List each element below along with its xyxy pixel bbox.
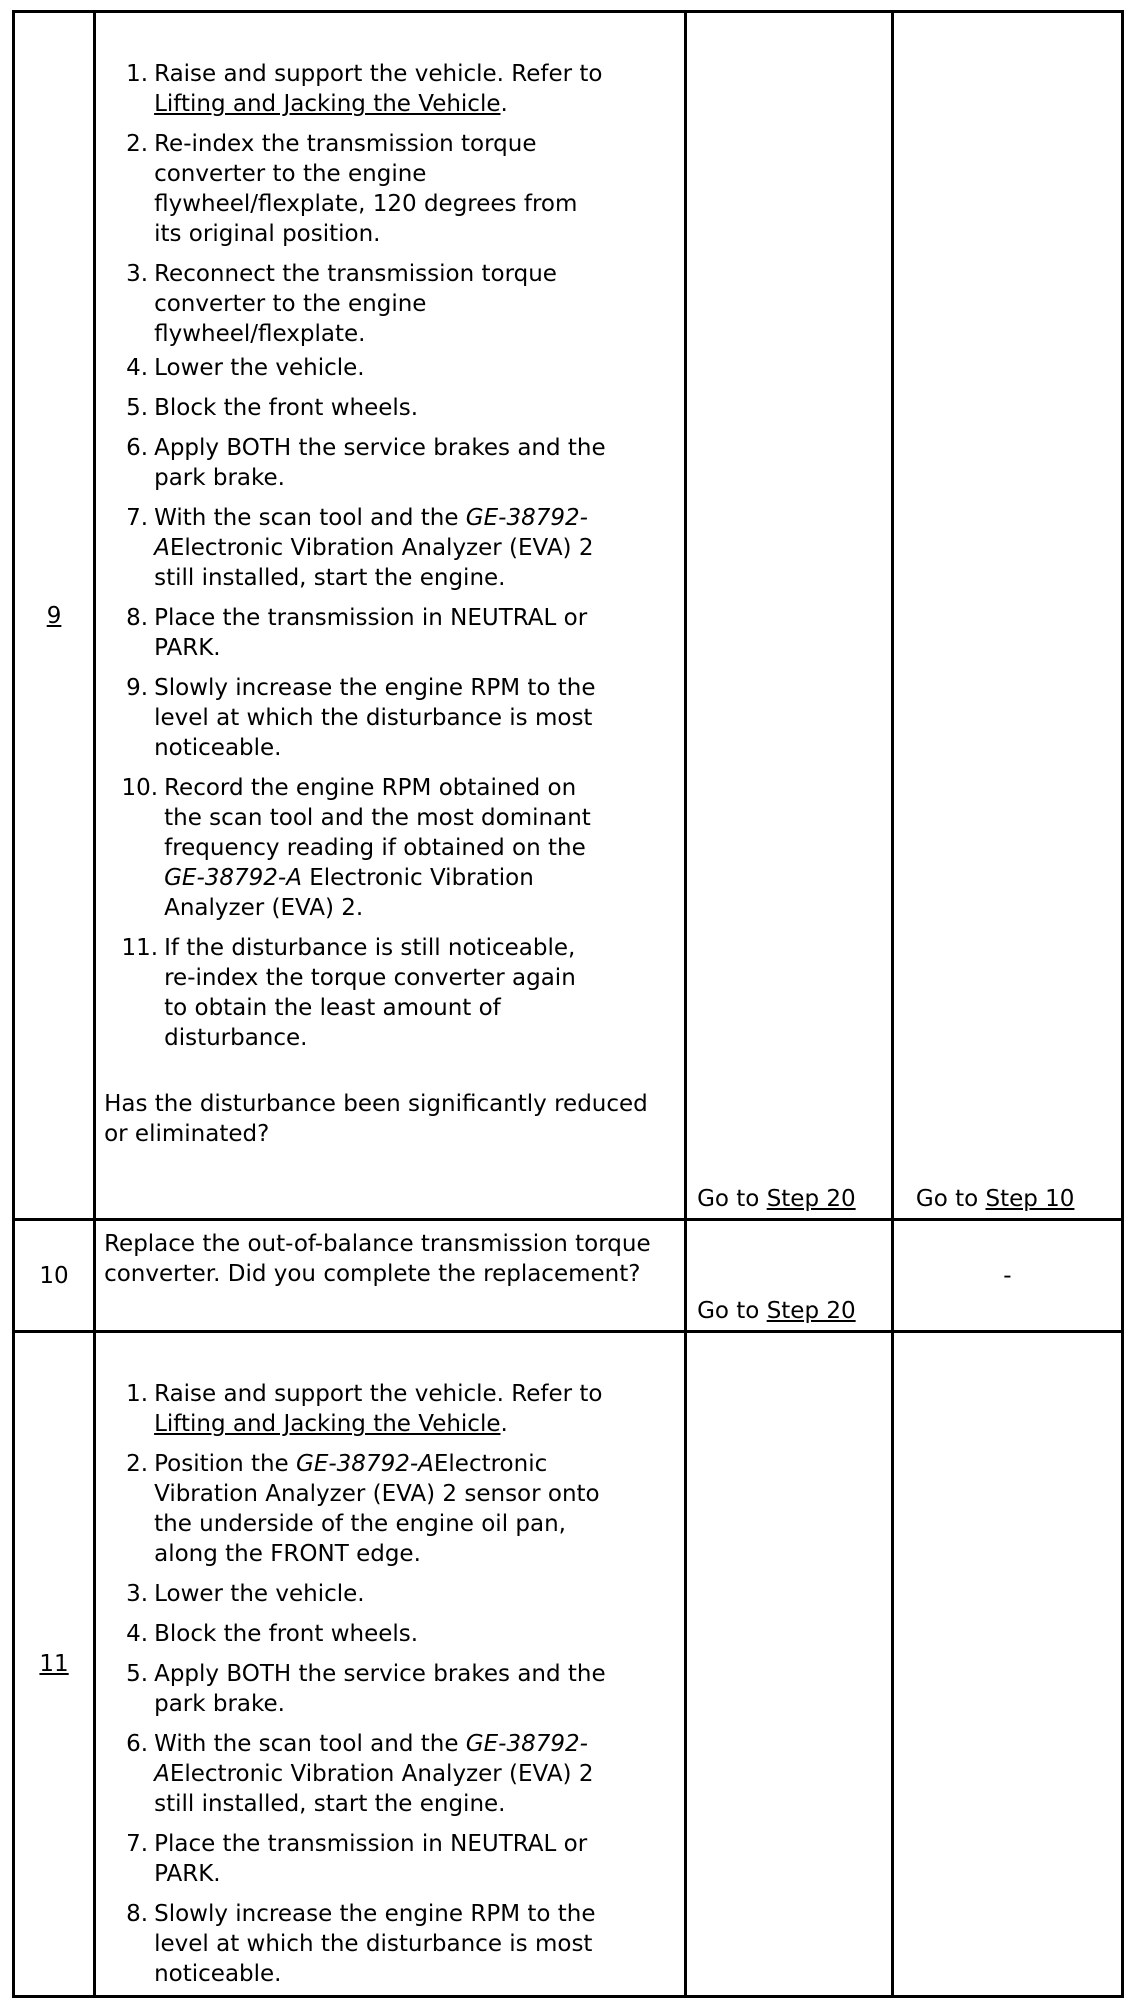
list-item: 4. Block the front wheels. bbox=[126, 1621, 419, 1647]
list-item: 5. Apply BOTH the service brakes and the park brake. bbox=[126, 1661, 606, 1717]
step-11-link[interactable]: 11 bbox=[39, 1651, 69, 1677]
step-10-label: 10 bbox=[39, 1262, 69, 1289]
go-to-step-20-link[interactable]: Step 20 bbox=[766, 1298, 856, 1324]
list-item: 6. With the scan tool and the GE-38792-AElectronic Vibration Analyzer (EVA) 2 still installed, start the engine. bbox=[126, 1731, 594, 1817]
no-action-cell: - bbox=[892, 1220, 1122, 1332]
step-number-cell bbox=[14, 12, 95, 1220]
list-item: 11. If the disturbance is still noticeable, re-index the torque converter again to obtain the least amount of disturbance. bbox=[121, 935, 576, 1051]
tool-name: GE-38792-A bbox=[296, 1451, 434, 1477]
yes-action-cell bbox=[686, 1332, 893, 1997]
action-cell bbox=[95, 1332, 686, 1997]
list-item: 1. Raise and support the vehicle. Refer to Lifting and Jacking the Vehicle. bbox=[126, 61, 603, 117]
list-item: 3. Lower the vehicle. bbox=[126, 1581, 365, 1607]
table-row-step-11 bbox=[14, 1332, 1123, 1997]
table-row-step-10 bbox=[14, 1220, 1123, 1332]
go-to-step-20-link[interactable]: Step 20 bbox=[766, 1186, 856, 1212]
action-cell: Replace the out-of-balance transmission torque converter. Did you complete the replacement? bbox=[95, 1220, 686, 1332]
step-9-question: Has the disturbance been significantly reduced or eliminated? bbox=[104, 1091, 648, 1147]
list-item: 6. Apply BOTH the service brakes and the park brake. bbox=[126, 435, 606, 491]
lifting-jacking-link[interactable]: Lifting and Jacking the Vehicle bbox=[154, 1411, 501, 1437]
tool-name: GE-38792-A bbox=[164, 865, 302, 891]
no-action-cell bbox=[892, 1332, 1122, 1997]
step-9-list bbox=[104, 59, 676, 1053]
list-item: 9. Slowly increase the engine RPM to the level at which the disturbance is most noticeable. bbox=[126, 675, 596, 761]
step-9-link[interactable]: 9 bbox=[46, 602, 62, 629]
step-number-cell bbox=[14, 1332, 95, 1997]
no-action-cell: Go to Step 10 bbox=[892, 12, 1122, 1220]
yes-action-cell: Go to Step 20 bbox=[686, 1220, 893, 1332]
table-row-step-9 bbox=[14, 12, 1123, 1220]
tool-name: GE-38792-A bbox=[154, 505, 588, 561]
yes-action-cell: Go to Step 20 bbox=[686, 12, 893, 1220]
list-item: 2. Position the GE-38792-AElectronic Vibration Analyzer (EVA) 2 sensor onto the underside of the engine oil pan, along the FRONT edge. bbox=[126, 1451, 600, 1567]
list-item: 5. Block the front wheels. bbox=[126, 395, 419, 421]
tool-name: GE-38792-A bbox=[154, 1731, 588, 1787]
list-item: 7. Place the transmission in NEUTRAL or PARK. bbox=[126, 1831, 588, 1887]
go-to-step-10-link[interactable]: Step 10 bbox=[985, 1186, 1075, 1212]
list-item: 8. Slowly increase the engine RPM to the level at which the disturbance is most noticeable. bbox=[126, 1901, 596, 1987]
list-item: 1. Raise and support the vehicle. Refer to Lifting and Jacking the Vehicle. bbox=[126, 1381, 603, 1437]
action-cell bbox=[95, 12, 686, 1220]
list-item: 8. Place the transmission in NEUTRAL or PARK. bbox=[126, 605, 588, 661]
step-11-list bbox=[104, 1379, 676, 1989]
list-item: 4. Lower the vehicle. bbox=[126, 355, 365, 381]
list-item: 10. Record the engine RPM obtained on the scan tool and the most dominant frequency reading if obtained on the GE-38792-A Electronic Vibration Analyzer (EVA) 2. bbox=[121, 775, 591, 921]
list-item: 2. Re-index the transmission torque converter to the engine flywheel/flexplate, 120 degrees from its original position. bbox=[126, 131, 578, 247]
diagnostic-table bbox=[12, 10, 1124, 1998]
list-item: 3. Reconnect the transmission torque converter to the engine flywheel/flexplate. bbox=[126, 261, 557, 347]
list-item: 7. With the scan tool and the GE-38792-AElectronic Vibration Analyzer (EVA) 2 still installed, start the engine. bbox=[126, 505, 594, 591]
lifting-jacking-link[interactable]: Lifting and Jacking the Vehicle bbox=[154, 91, 501, 117]
step-number-cell bbox=[14, 1220, 95, 1332]
